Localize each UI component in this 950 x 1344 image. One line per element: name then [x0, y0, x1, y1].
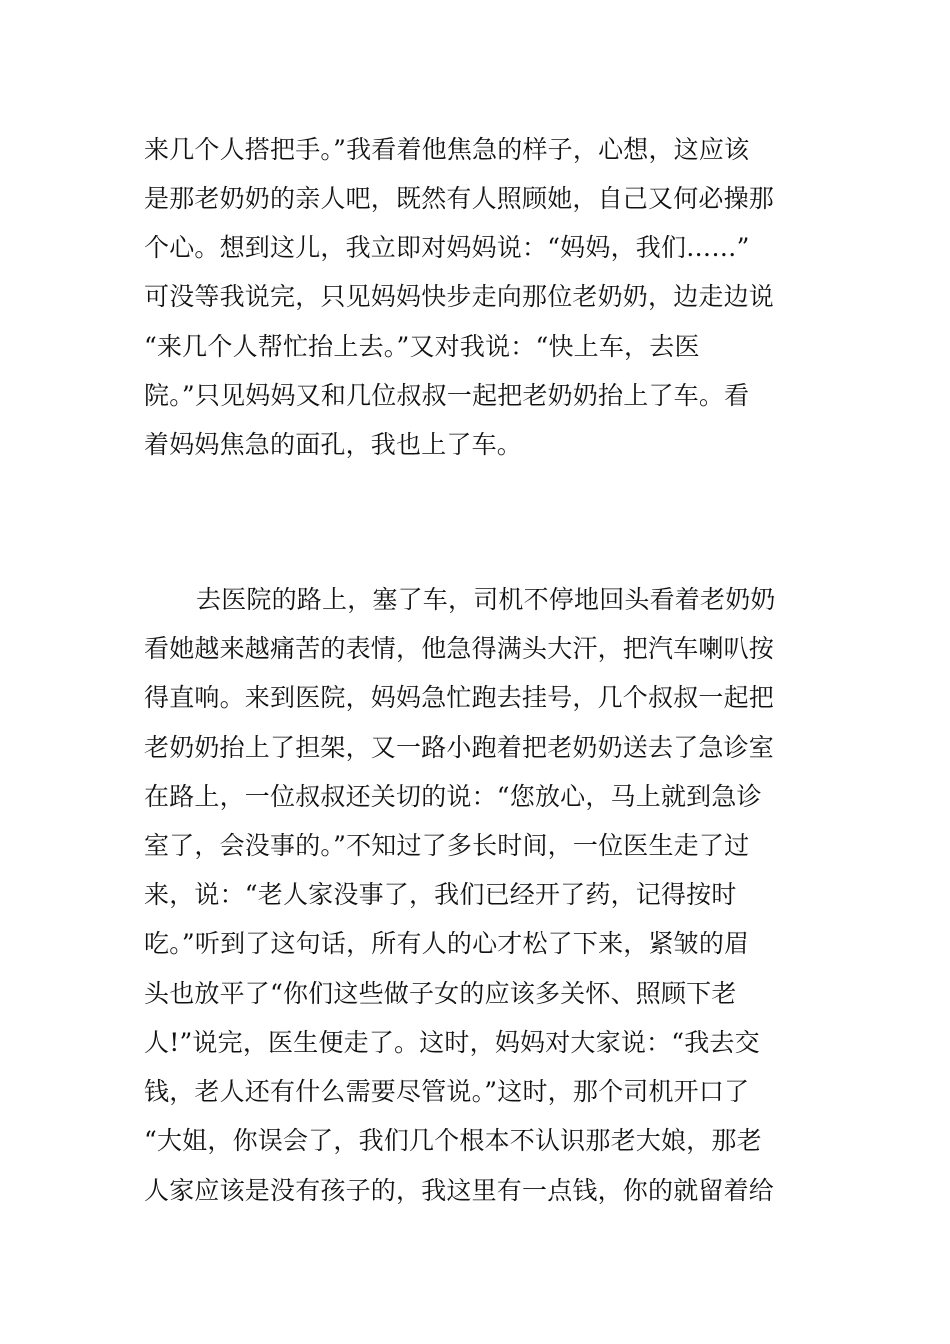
- text-line: 是那老奶奶的亲人吧，既然有人照顾她，自己又何必操那: [144, 184, 775, 213]
- text-line: 得直响。来到医院，妈妈急忙跑去挂号，几个叔叔一起把: [144, 683, 775, 712]
- text-line: 人家应该是没有孩子的，我这里有一点钱，你的就留着给: [144, 1176, 775, 1205]
- text-line: 钱，老人还有什么需要尽管说。”这时，那个司机开口了: [144, 1077, 750, 1106]
- text-line: 来几个人搭把手。”我看着他焦急的样子，心想，这应该: [144, 135, 750, 164]
- text-line: 看她越来越痛苦的表情，他急得满头大汗，把汽车喇叭按: [144, 634, 775, 663]
- text-line: “大姐，你误会了，我们几个根本不认识那老大娘，那老: [144, 1126, 762, 1155]
- text-line: 室了，会没事的。”不知过了多长时间，一位医生走了过: [144, 831, 750, 860]
- text-line: 个心。想到这儿，我立即对妈妈说：“妈妈，我们……”: [144, 233, 750, 262]
- text-line: 可没等我说完，只见妈妈快步走向那位老奶奶，边走边说: [144, 282, 775, 311]
- text-line: 在路上，一位叔叔还关切的说：“您放心，马上就到急诊: [144, 782, 762, 811]
- text-line: 头也放平了“你们这些做子女的应该多关怀、照顾下老: [144, 979, 737, 1008]
- text-line: 老奶奶抬上了担架，又一路小跑着把老奶奶送去了急诊室: [144, 733, 775, 762]
- text-line: 吃。”听到了这句话，所有人的心才松了下来，紧皱的眉: [144, 929, 750, 958]
- text-line: “来几个人帮忙抬上去。”又对我说：“快上车，去医: [144, 332, 700, 361]
- text-line: 人!”说完，医生便走了。这时，妈妈对大家说：“我去交: [144, 1028, 760, 1057]
- text-line: 院。”只见妈妈又和几位叔叔一起把老奶奶抬上了车。看: [144, 381, 750, 410]
- text-line: 着妈妈焦急的面孔，我也上了车。: [144, 430, 523, 459]
- text-line: 来，说：“老人家没事了，我们已经开了药，记得按时: [144, 880, 737, 909]
- text-line: 去医院的路上，塞了车，司机不停地回头看着老奶奶: [196, 585, 776, 614]
